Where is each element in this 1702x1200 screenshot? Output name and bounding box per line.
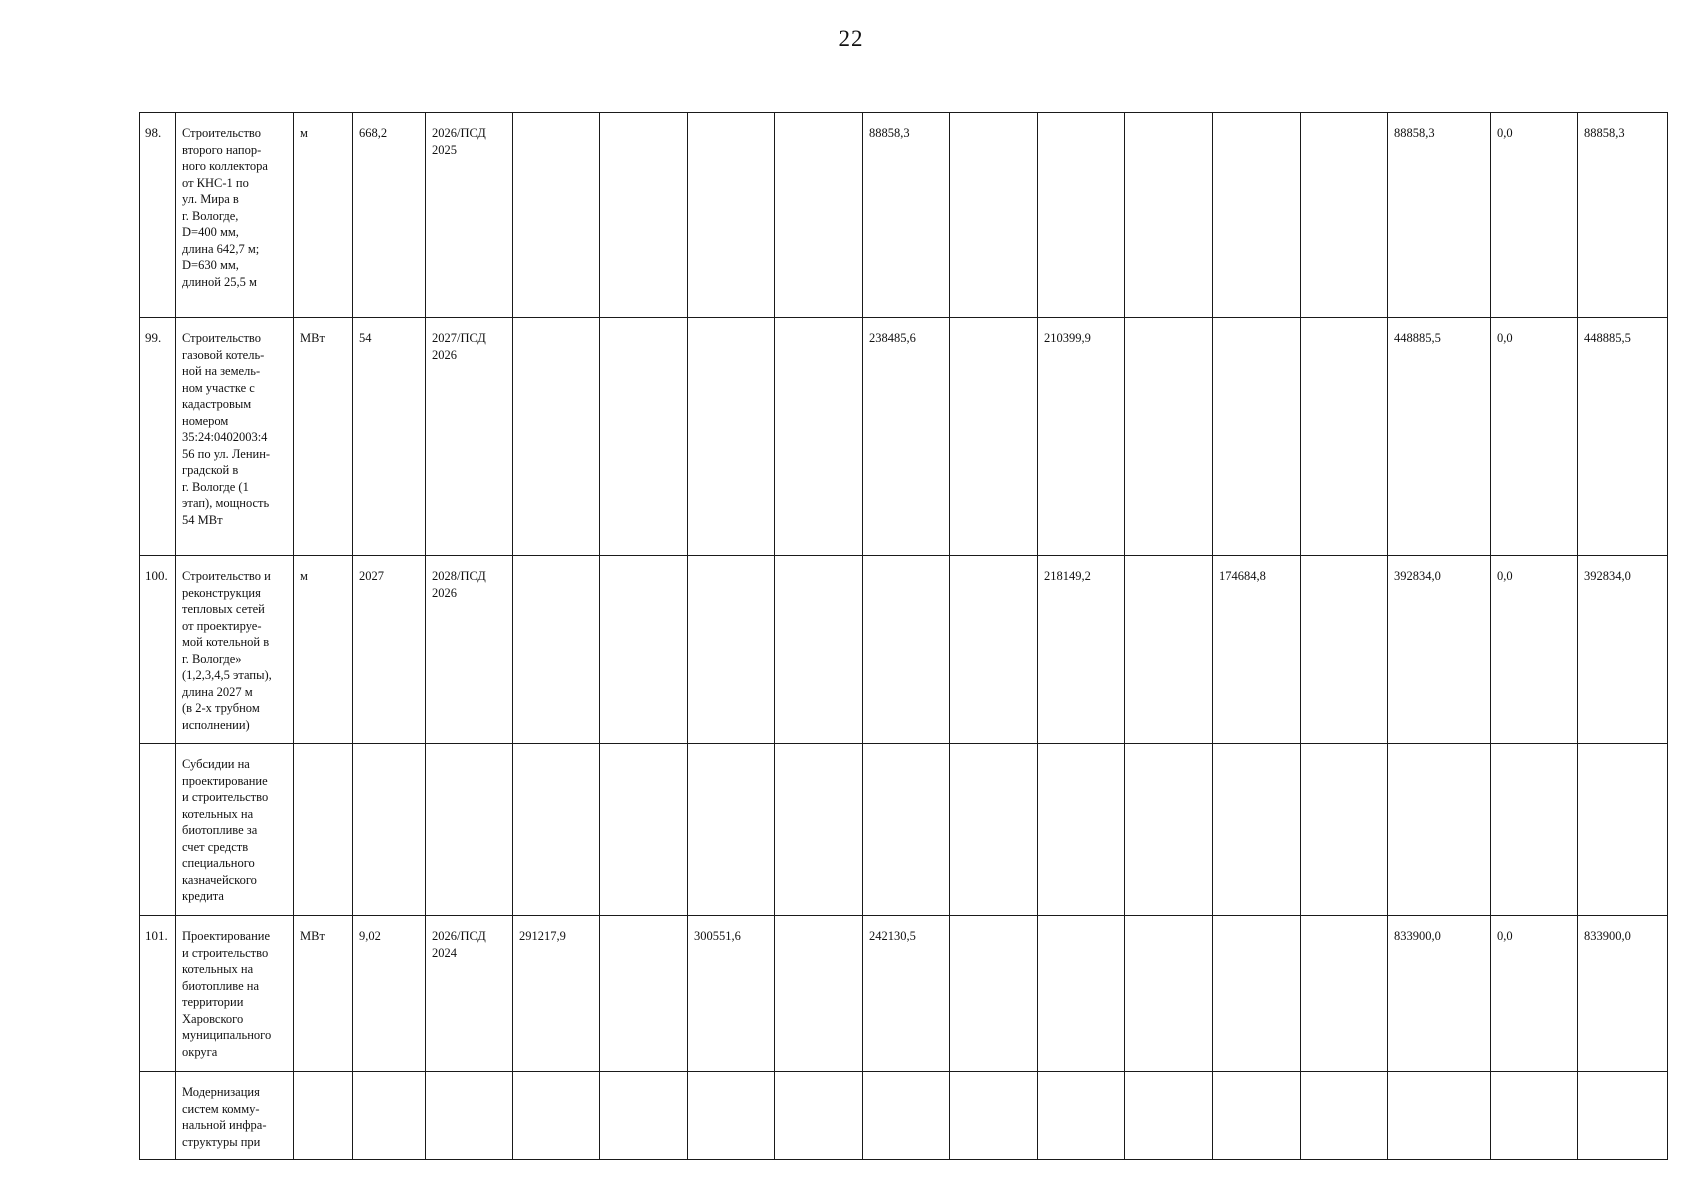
value-cell [1213,744,1301,916]
value-cell [775,556,863,744]
value-cell: 210399,9 [1038,318,1125,556]
value-cell [1301,916,1388,1072]
total-cell-2 [1578,744,1668,916]
value-cell [950,556,1038,744]
table-row [140,113,1668,318]
value-cell [513,113,600,318]
total-cell: 448885,5 [1388,318,1491,556]
value-cell [1301,744,1388,916]
years-cell: 2026/ПСД 2025 [426,113,513,318]
years-cell [426,744,513,916]
total-cell-2: 833900,0 [1578,916,1668,1072]
value-cell [1038,916,1125,1072]
value-cell [1213,318,1301,556]
value-cell [950,1072,1038,1160]
zero-cell [1491,1072,1578,1160]
value-cell [513,1072,600,1160]
row-number [140,744,176,916]
value-cell [688,1072,775,1160]
object-name: Проектирование и строительство котельных на биотопливе на территории Харовского муниципального округа [176,916,294,1072]
value-cell [1125,318,1213,556]
capacity-cell [353,1072,426,1160]
value-cell: 238485,6 [863,318,950,556]
value-cell [950,318,1038,556]
capacity-cell [353,744,426,916]
value-cell: 291217,9 [513,916,600,1072]
unit-cell: МВт [294,916,353,1072]
value-cell [775,113,863,318]
object-name: Строительство газовой котель- ной на земель- ном участке с кадастровым номером 35:24:0402003:4 56 по ул. Ленин- градской в г. Вологде (1 этап), мощность 54 МВт [176,318,294,556]
value-cell [600,556,688,744]
value-cell [775,744,863,916]
value-cell [1125,916,1213,1072]
total-cell [1388,1072,1491,1160]
unit-cell: м [294,556,353,744]
object-name: Строительство второго напор- ного коллектора от КНС-1 по ул. Мира в г. Вологде, D=400 мм, длина 642,7 м; D=630 мм, длиной 25,5 м [176,113,294,318]
value-cell [688,744,775,916]
value-cell [1213,1072,1301,1160]
value-cell [863,1072,950,1160]
value-cell [513,318,600,556]
value-cell [600,113,688,318]
years-cell: 2026/ПСД 2024 [426,916,513,1072]
value-cell [600,318,688,556]
value-cell [1125,744,1213,916]
value-cell: 88858,3 [863,113,950,318]
value-cell [513,744,600,916]
row-number: 99. [140,318,176,556]
value-cell: 174684,8 [1213,556,1301,744]
budget-table [139,112,1668,1160]
object-name: Строительство и реконструкция тепловых сетей от проектируе- мой котельной в г. Вологде» (1,2,3,4,5 этапы), длина 2027 м (в 2-х трубном исполнении) [176,556,294,744]
value-cell: 218149,2 [1038,556,1125,744]
unit-cell: МВт [294,318,353,556]
zero-cell: 0,0 [1491,916,1578,1072]
value-cell [950,744,1038,916]
value-cell [950,113,1038,318]
table-row [140,318,1668,556]
unit-cell [294,1072,353,1160]
value-cell [1301,1072,1388,1160]
value-cell [775,318,863,556]
value-cell [1301,556,1388,744]
value-cell [1213,916,1301,1072]
value-cell [863,744,950,916]
total-cell: 833900,0 [1388,916,1491,1072]
section-name: Субсидии на проектирование и строительство котельных на биотопливе за счет средств специального казначейского кредита [176,744,294,916]
total-cell-2: 88858,3 [1578,113,1668,318]
value-cell [600,916,688,1072]
value-cell: 242130,5 [863,916,950,1072]
table-row [140,556,1668,744]
page-number: 22 [838,26,864,51]
value-cell [1213,113,1301,318]
value-cell [950,916,1038,1072]
zero-cell: 0,0 [1491,318,1578,556]
value-cell [775,916,863,1072]
row-number: 100. [140,556,176,744]
total-cell-2: 448885,5 [1578,318,1668,556]
table-row [140,1072,1668,1160]
value-cell [1125,556,1213,744]
zero-cell: 0,0 [1491,556,1578,744]
value-cell [688,556,775,744]
zero-cell [1491,744,1578,916]
years-cell: 2027/ПСД 2026 [426,318,513,556]
total-cell: 88858,3 [1388,113,1491,318]
value-cell [1038,744,1125,916]
section-name: Модернизация систем комму- нальной инфра- структуры при [176,1072,294,1160]
value-cell [688,113,775,318]
years-cell [426,1072,513,1160]
value-cell [1301,318,1388,556]
capacity-cell: 668,2 [353,113,426,318]
zero-cell: 0,0 [1491,113,1578,318]
total-cell [1388,744,1491,916]
value-cell: 300551,6 [688,916,775,1072]
total-cell: 392834,0 [1388,556,1491,744]
value-cell [863,556,950,744]
unit-cell: м [294,113,353,318]
value-cell [513,556,600,744]
capacity-cell: 9,02 [353,916,426,1072]
value-cell [1125,1072,1213,1160]
value-cell [600,1072,688,1160]
value-cell [1038,113,1125,318]
row-number: 101. [140,916,176,1072]
capacity-cell: 2027 [353,556,426,744]
value-cell [1301,113,1388,318]
table-row [140,916,1668,1072]
value-cell [1125,113,1213,318]
row-number [140,1072,176,1160]
capacity-cell: 54 [353,318,426,556]
row-number: 98. [140,113,176,318]
years-cell: 2028/ПСД 2026 [426,556,513,744]
value-cell [600,744,688,916]
total-cell-2: 392834,0 [1578,556,1668,744]
value-cell [1038,1072,1125,1160]
value-cell [775,1072,863,1160]
table-row [140,744,1668,916]
value-cell [688,318,775,556]
total-cell-2 [1578,1072,1668,1160]
unit-cell [294,744,353,916]
